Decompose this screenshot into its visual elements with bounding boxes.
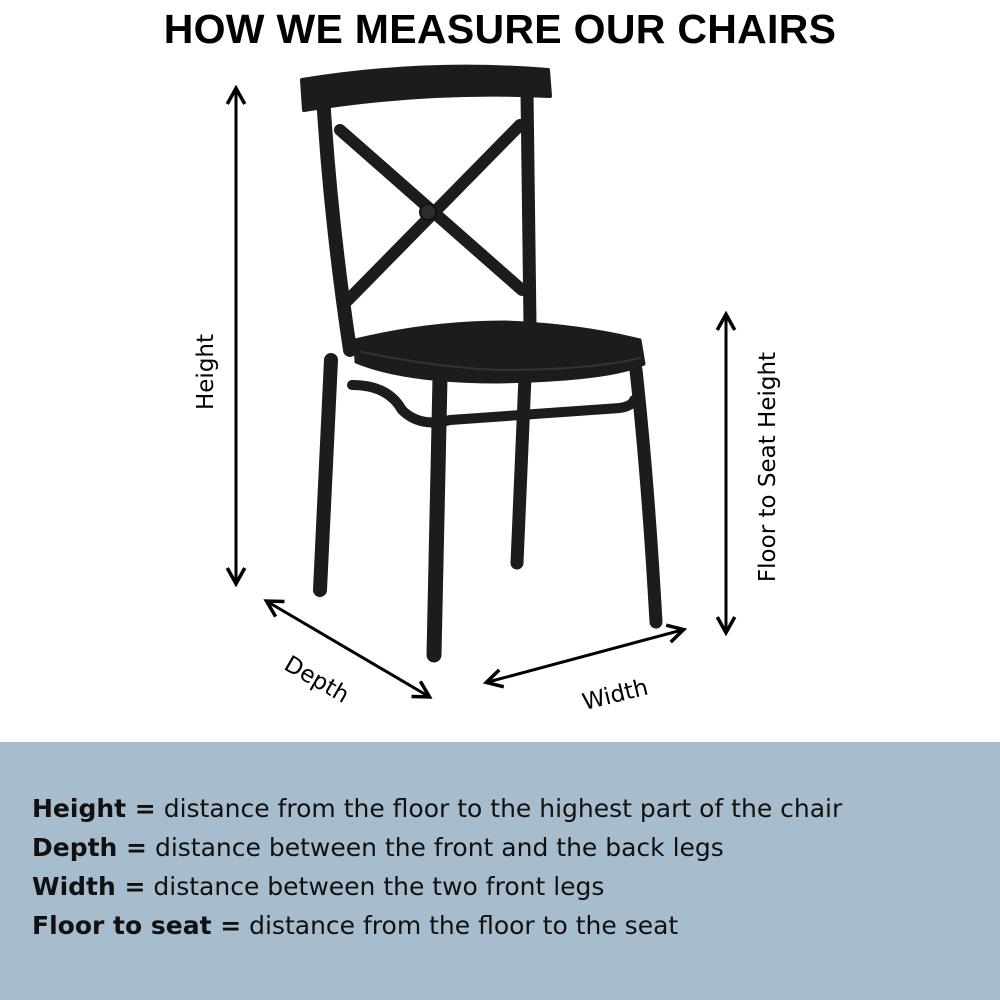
definition-text: distance from the floor to the highest part of the chair (155, 794, 843, 823)
definition-term: Depth = (32, 833, 148, 862)
definition-text: distance between the two front legs (145, 872, 605, 901)
definition-depth (32, 833, 724, 862)
depth-arrow (268, 602, 428, 696)
definition-text: distance between the front and the back legs (147, 833, 724, 862)
definition-height (32, 794, 842, 823)
definition-width (32, 872, 604, 901)
definition-term: Height = (32, 794, 156, 823)
width-label: Width (579, 674, 651, 716)
definitions-panel (0, 742, 1000, 1000)
chair-illustration (302, 67, 656, 655)
floor-to-seat-label: Floor to Seat Height (755, 351, 781, 583)
definition-term: Floor to seat = (32, 911, 242, 940)
definition-floor-to-seat (32, 911, 678, 940)
definition-text: distance from the floor to the seat (241, 911, 679, 940)
page-title: HOW WE MEASURE OUR CHAIRS (163, 6, 837, 52)
definition-term: Width = (32, 872, 146, 901)
depth-label: Depth (279, 651, 354, 709)
height-label: Height (193, 333, 219, 411)
width-arrow (488, 630, 682, 682)
